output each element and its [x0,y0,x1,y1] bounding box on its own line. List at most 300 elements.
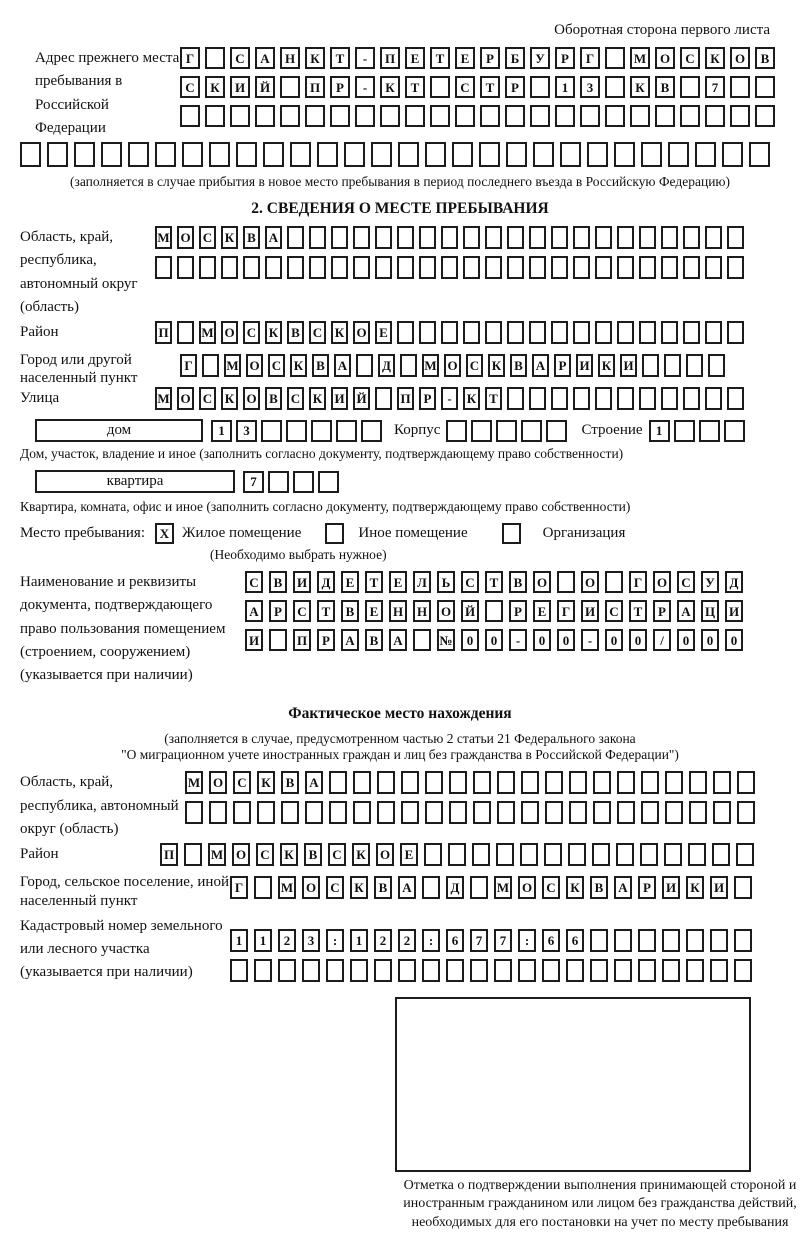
char-box [155,142,176,167]
char-box [230,959,248,982]
char-box [727,321,744,344]
char-box [683,256,700,279]
char-box [736,843,754,866]
char-box: Р [653,600,671,622]
char-box [683,387,700,410]
char-box: П [305,76,325,98]
char-box [593,771,611,794]
char-box [617,321,634,344]
char-box: Н [413,600,431,622]
char-box [638,929,656,952]
char-box: Ц [701,600,719,622]
char-box [710,929,728,952]
char-box: 0 [461,629,479,651]
fact-gorod-label: Город, сельское поселение, иной населенный пункт [20,874,229,909]
char-box [605,76,625,98]
char-box: В [265,387,282,410]
char-box [287,256,304,279]
char-box [309,226,326,249]
char-box [419,256,436,279]
char-box [424,843,442,866]
char-box [497,771,515,794]
char-box [233,801,251,824]
char-box: К [686,876,704,899]
char-box [686,929,704,952]
char-box [642,354,659,377]
char-box: Д [446,876,464,899]
char-box [353,801,371,824]
char-box [639,226,656,249]
char-box [664,354,681,377]
doc-row-1 [245,571,780,593]
char-box [689,771,707,794]
char-box [712,843,730,866]
s2-raion-row [155,321,749,344]
char-box [356,354,373,377]
section2-title: 2. СВЕДЕНИЯ О МЕСТЕ ПРЕБЫВАНИЯ [251,200,549,217]
option-zhiloe-label: Жилое помещение [182,525,302,541]
char-box [683,226,700,249]
fact-kadastr-label: Кадастровый номер земельного или лесного участка (указывается при наличии) [20,917,223,980]
char-box [680,105,700,127]
char-box: К [350,876,368,899]
char-box: А [389,629,407,651]
prev-address-row-1 [180,47,780,69]
char-box: А [532,354,549,377]
char-box [371,142,392,167]
char-box [580,105,600,127]
char-box: В [655,76,675,98]
char-box [569,801,587,824]
char-box [755,105,775,127]
char-box [674,420,695,442]
char-box: Д [725,571,743,593]
char-box [641,142,662,167]
char-box: С [199,387,216,410]
char-box: С [680,47,700,69]
char-box: А [245,600,263,622]
char-box [268,471,289,493]
char-box: Т [317,600,335,622]
char-box: М [278,876,296,899]
char-box [724,420,745,442]
char-box [494,959,512,982]
char-box: Р [317,629,335,651]
char-box [710,959,728,982]
char-box [546,420,567,442]
char-box [533,142,554,167]
char-box: 6 [446,929,464,952]
char-box [353,256,370,279]
char-box [485,321,502,344]
char-box [605,105,625,127]
char-box [661,321,678,344]
char-box: Т [405,76,425,98]
char-box: Й [461,600,479,622]
char-box: П [293,629,311,651]
char-box: О [533,571,551,593]
char-box [446,420,467,442]
kvartira-row [243,471,343,493]
char-box [128,142,149,167]
char-box [479,142,500,167]
char-box [722,142,743,167]
char-box: О [209,771,227,794]
char-box [336,420,357,442]
s2-gorod-row [180,354,730,377]
char-box [470,959,488,982]
char-box [182,142,203,167]
char-box: К [280,843,298,866]
char-box: С [199,226,216,249]
fact-title: Фактическое место нахождения [288,705,512,723]
char-box [614,142,635,167]
char-box: Р [509,600,527,622]
fact-note-2: "О миграционном учете иностранных граждан и лиц без гражданства в Российской Федерации") [121,747,679,763]
char-box [230,105,250,127]
char-box [317,142,338,167]
char-box: Р [419,387,436,410]
char-box [614,959,632,982]
char-box: В [365,629,383,651]
char-box [573,256,590,279]
char-box: С [466,354,483,377]
char-box [730,105,750,127]
char-box: К [221,226,238,249]
char-box [699,420,720,442]
char-box [202,354,219,377]
char-box [566,959,584,982]
char-box [473,771,491,794]
char-box [551,387,568,410]
char-box: М [185,771,203,794]
char-box [441,321,458,344]
char-box [375,256,392,279]
char-box: К [566,876,584,899]
char-box: О [581,571,599,593]
char-box [592,843,610,866]
char-box [302,959,320,982]
s2-oblast-row-1 [155,226,780,249]
char-box [617,771,635,794]
char-box [638,959,656,982]
char-box: О [243,387,260,410]
char-box: Р [555,47,575,69]
char-box [425,801,443,824]
char-box [397,256,414,279]
char-box [209,142,230,167]
mesto-label: Место пребывания: [20,525,145,541]
doc-row-3 [245,629,780,651]
char-box: К [630,76,650,98]
char-box [737,801,755,824]
char-box: К [598,354,615,377]
char-box [734,876,752,899]
char-box: 7 [243,471,264,493]
char-box: Р [330,76,350,98]
s2-ulitsa-label: Улица [20,390,60,406]
char-box [529,256,546,279]
char-box: 1 [254,929,272,952]
char-box [184,843,202,866]
char-box [551,256,568,279]
char-box: О [444,354,461,377]
char-box: У [701,571,719,593]
char-box [355,105,375,127]
char-box [177,256,194,279]
checkbox-zhiloe: X [155,523,174,544]
char-box [530,76,550,98]
char-box: К [488,354,505,377]
char-box: М [208,843,226,866]
char-box: Д [378,354,395,377]
confirmation-stamp-area [395,997,751,1172]
char-box [405,105,425,127]
char-box [521,420,542,442]
fact-note-1: (заполняется в случае, предусмотренном частью 2 статьи 21 Федерального закона [164,731,636,747]
char-box [505,105,525,127]
char-box: И [662,876,680,899]
char-box [401,771,419,794]
char-box [380,105,400,127]
char-box [455,105,475,127]
char-box [573,321,590,344]
fact-oblast-row-1 [185,771,780,794]
char-box: В [269,571,287,593]
char-box [311,420,332,442]
char-box: М [224,354,241,377]
checkbox-inoe [325,523,344,544]
doc-label: Наименование и реквизиты документа, подтверждающего право пользования помещением (строением, сооружением) (указывается при наличии) [20,574,226,683]
char-box: О [221,321,238,344]
char-box: В [755,47,775,69]
char-box: П [160,843,178,866]
char-box [305,801,323,824]
char-box [452,142,473,167]
char-box: В [304,843,322,866]
char-box [425,771,443,794]
char-box [497,801,515,824]
char-box [397,321,414,344]
char-box [20,142,41,167]
char-box: 0 [701,629,719,651]
char-box [377,771,395,794]
char-box [727,256,744,279]
char-box [506,142,527,167]
char-box [430,105,450,127]
char-box [344,142,365,167]
char-box: В [374,876,392,899]
char-box [309,256,326,279]
char-box [353,771,371,794]
char-box [529,226,546,249]
char-box [422,959,440,982]
char-box [688,843,706,866]
char-box [350,959,368,982]
char-box: Т [485,387,502,410]
char-box [661,226,678,249]
char-box [199,256,216,279]
char-box [713,801,731,824]
char-box: К [290,354,307,377]
char-box [243,256,260,279]
char-box [221,256,238,279]
kvartira-field-box: квартира [35,470,235,493]
char-box: 0 [485,629,503,651]
char-box [616,843,634,866]
char-box [734,959,752,982]
char-box [265,256,282,279]
char-box: М [199,321,216,344]
option-inoe-label: Иное помещение [358,525,468,541]
char-box [463,226,480,249]
char-box: К [305,47,325,69]
char-box: П [155,321,172,344]
char-box: С [677,571,695,593]
char-box [730,76,750,98]
char-box [749,142,770,167]
char-box [419,226,436,249]
char-box [280,76,300,98]
char-box [353,226,370,249]
char-box: С [309,321,326,344]
char-box: Е [455,47,475,69]
char-box [639,387,656,410]
char-box [155,256,172,279]
char-box: А [677,600,695,622]
char-box: П [380,47,400,69]
char-box [441,226,458,249]
char-box [530,105,550,127]
char-box: А [341,629,359,651]
char-box [449,801,467,824]
char-box: К [205,76,225,98]
char-box: С [461,571,479,593]
char-box: А [614,876,632,899]
char-box [287,226,304,249]
char-box: - [441,387,458,410]
char-box: Е [341,571,359,593]
char-box: С [293,600,311,622]
char-box: О [730,47,750,69]
char-box [473,801,491,824]
char-box [496,843,514,866]
char-box: О [376,843,394,866]
char-box: К [380,76,400,98]
char-box [422,876,440,899]
char-box: К [221,387,238,410]
prev-address-note: (заполняется в случае прибытия в новое место пребывания в период последнего въезда в Российскую Федерацию) [69,174,731,189]
char-box [485,256,502,279]
char-box: Е [365,600,383,622]
char-box: Т [629,600,647,622]
char-box: 0 [629,629,647,651]
char-box: М [155,387,172,410]
char-box: С [230,47,250,69]
char-box [617,801,635,824]
char-box: Ь [437,571,455,593]
char-box: У [530,47,550,69]
char-box: Г [557,600,575,622]
char-box [705,321,722,344]
dom-number-row [211,420,386,442]
char-box: И [331,387,348,410]
char-box: М [630,47,650,69]
char-box: Л [413,571,431,593]
char-box: И [293,571,311,593]
char-box [665,801,683,824]
char-box [614,929,632,952]
char-box [551,321,568,344]
char-box [734,929,752,952]
char-box: М [155,226,172,249]
char-box: И [710,876,728,899]
char-box [449,771,467,794]
char-box: Е [533,600,551,622]
char-box: 7 [705,76,725,98]
char-box [686,959,704,982]
char-box [400,354,417,377]
char-box [329,771,347,794]
char-box [641,801,659,824]
char-box [471,420,492,442]
char-box: М [422,354,439,377]
char-box [255,105,275,127]
char-box [425,142,446,167]
char-box [331,256,348,279]
char-box: 1 [211,420,232,442]
char-box: № [437,629,455,651]
char-box [727,226,744,249]
char-box: - [581,629,599,651]
char-box [661,387,678,410]
char-box: О [653,571,671,593]
char-box: Н [389,600,407,622]
char-box [507,321,524,344]
char-box [263,142,284,167]
char-box: Г [580,47,600,69]
char-box: И [230,76,250,98]
char-box [544,843,562,866]
fact-raion-row [160,843,760,866]
s2-ulitsa-row [155,387,749,410]
char-box: Е [405,47,425,69]
char-box [397,226,414,249]
fact-oblast-label: Область, край, республика, автономный округ (область) [20,774,179,837]
char-box [573,387,590,410]
char-box [326,959,344,982]
char-box: С [455,76,475,98]
char-box [617,387,634,410]
page-side-note: Оборотная сторона первого листа [554,22,770,38]
char-box [695,142,716,167]
char-box [180,105,200,127]
fact-kadastr-row-2 [230,959,780,982]
char-box: В [287,321,304,344]
char-box [305,105,325,127]
char-box [269,629,287,651]
char-box [551,226,568,249]
char-box: 0 [557,629,575,651]
char-box: 1 [230,929,248,952]
char-box: 1 [350,929,368,952]
char-box: : [326,929,344,952]
char-box: Т [330,47,350,69]
char-box: Р [505,76,525,98]
kvartira-caption: Квартира, комната, офис и иное (заполнить согласно документу, подтверждающему право собственности) [20,499,631,514]
doc-row-2 [245,600,780,622]
char-box [448,843,466,866]
